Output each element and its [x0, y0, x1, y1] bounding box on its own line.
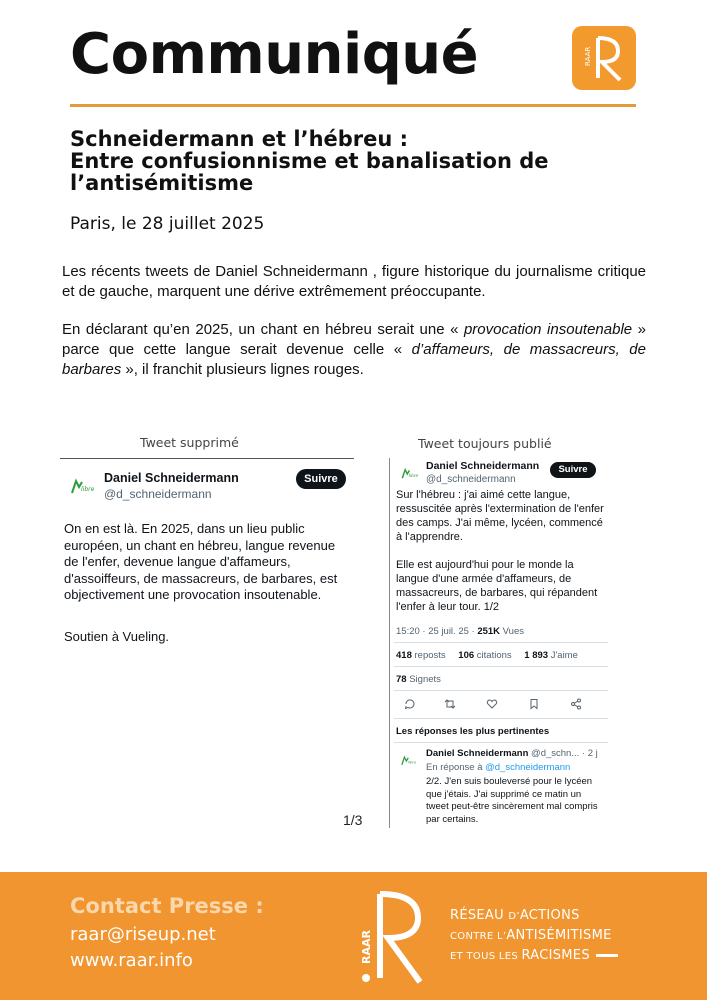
raar-footer-logo [354, 886, 434, 990]
tweet-body-part-1: Sur l'hébreu : j'ai aimé cette langue, ressuscitée après l'extermination de l'enfer des camps. J'ai même, lycéen, commencé à l'apprendre. [396, 489, 604, 543]
replies-header[interactable]: Les réponses les plus pertinentes [396, 726, 550, 737]
citations-stat[interactable] [458, 650, 511, 661]
reply-author[interactable] [426, 748, 598, 759]
avatar-icon [398, 464, 418, 484]
org-bar-decoration [596, 954, 618, 957]
quote-provocation: provocation insoutenable [463, 321, 633, 338]
paragraph-2-text-a: En déclarant qu’en 2025, un chant en hébreu serait une « [62, 321, 464, 338]
tweet-body [396, 488, 608, 614]
like-icon[interactable] [486, 698, 498, 713]
contact-title: Contact Presse : [70, 894, 264, 918]
org-line-1c: ACTIONS [519, 908, 580, 923]
reply-to-handle-link[interactable]: @d_schneidermann [485, 762, 571, 773]
likes-stat[interactable] [524, 650, 578, 661]
svg-text:libre: libre [81, 486, 94, 493]
tweet-body-support: Soutien à Vueling. [64, 629, 170, 644]
reply-to [426, 762, 570, 773]
tweet-actions [404, 698, 604, 712]
likes-count: 1 893 [524, 650, 549, 661]
reposts-label: reposts [411, 650, 446, 661]
citations-label: citations [474, 650, 512, 661]
reply-author-name: Daniel Schneidermann [426, 748, 529, 759]
reposts-stat[interactable] [396, 650, 446, 661]
bookmarks-label: Signets [406, 674, 441, 685]
caption-deleted-tweet: Tweet supprimé [140, 435, 239, 450]
tweet-stats [396, 650, 588, 661]
header-divider [70, 104, 636, 107]
reply-body: 2/2. J'en suis bouleversé pour le lycéen que j'étais. J'ai supprimé ce matin un tweet peut-être sincèrement mal compris par certains. [426, 776, 598, 825]
footer [0, 872, 707, 1000]
paragraph-1: Les récents tweets de Daniel Schneidermann , figure historique du journalisme critique et de gauche, marquent une dérive extrêmement préoccupante. [62, 263, 646, 300]
divider [394, 666, 608, 667]
deleted-tweet-card [60, 458, 354, 650]
tweet-timestamp: 15:20 · 25 juil. 25 · [396, 626, 478, 637]
tweet-body: On en est là. En 2025, dans un lieu public européen, un chant en hébreu, langue revenue de l'enfer, devenue langue d'affameurs, d'assoiffeurs, de massacreurs, de barbares, est objectivement une provocation insoutenable. [64, 521, 338, 602]
reply-avatar-icon [398, 752, 416, 770]
paragraph-2 [62, 320, 646, 380]
caption-published-tweet: Tweet toujours publié [418, 436, 552, 451]
citations-count: 106 [458, 650, 475, 661]
subtitle-line-3: l’antisémitisme [70, 171, 254, 195]
logo-text: RAAR [584, 46, 592, 66]
page-title: Communiqué [70, 22, 479, 87]
published-tweet-card [389, 458, 611, 828]
org-line-3a: ET TOUS LES [450, 951, 522, 962]
subtitle-line-2: Entre confusionnisme et banalisation de [70, 149, 549, 173]
org-line-1a: RÉSEAU [450, 908, 509, 923]
reply-to-label: En réponse à [426, 762, 486, 773]
contact-website-link[interactable]: www.raar.info [70, 950, 193, 971]
bookmarks-stat[interactable] [396, 674, 441, 685]
bookmark-icon[interactable] [528, 698, 540, 713]
svg-text:libre: libre [407, 759, 416, 765]
likes-label: J'aime [548, 650, 578, 661]
avatar-icon [66, 473, 94, 501]
tweet-author-name[interactable]: Daniel Schneidermann [426, 460, 540, 472]
tweet-author-handle[interactable]: @d_schneidermann [104, 487, 212, 501]
org-line-1b: D’ [508, 911, 520, 922]
tweet-author-name[interactable]: Daniel Schneidermann [104, 471, 239, 485]
follow-button[interactable]: Suivre [296, 469, 346, 489]
share-icon[interactable] [570, 698, 582, 713]
svg-text:libre: libre [408, 473, 418, 479]
repost-icon[interactable] [444, 698, 456, 713]
organization-name [450, 906, 618, 966]
footer-logo-text: RAAR [360, 930, 373, 964]
divider [394, 718, 608, 719]
quote-affameurs: d’affameurs, de massacreurs, de barbares [62, 341, 646, 378]
paragraph-2-text-c: », il franchit plusieurs lignes rouges. [121, 361, 364, 378]
org-line-3b: RACISMES [521, 948, 590, 963]
press-release-subtitle [70, 128, 630, 194]
divider [394, 742, 608, 743]
reply-handle-time: @d_schn... · 2 j [528, 748, 598, 759]
subtitle-line-1: Schneidermann et l’hébreu : [70, 127, 409, 151]
org-line-2a: CONTRE L’ [450, 931, 507, 942]
follow-button[interactable]: Suivre [550, 462, 596, 478]
org-line-2b: ANTISÉMITISME [506, 928, 612, 943]
views-count: 251K [477, 626, 501, 637]
page-number: 1/3 [343, 812, 363, 828]
tweet-author-handle[interactable]: @d_schneidermann [426, 474, 516, 485]
reposts-count: 418 [396, 650, 412, 661]
dateline: Paris, le 28 juillet 2025 [70, 214, 265, 234]
tweet-meta [396, 626, 524, 637]
bookmarks-count: 78 [396, 674, 407, 685]
divider [394, 690, 608, 691]
contact-email-link[interactable]: raar@riseup.net [70, 924, 216, 945]
divider [394, 642, 608, 643]
views-label: Vues [500, 626, 524, 637]
reply-icon[interactable] [404, 698, 416, 713]
raar-logo [572, 26, 636, 90]
tweet-body-part-2: Elle est aujourd'hui pour le monde la langue d'une armée d'affameurs, de massacreurs, de barbares, qui répandent l'enfer à leur tour. 1/2 [396, 559, 598, 613]
paragraph-2-text-b: » parce que cette langue serait devenue celle « [62, 321, 646, 358]
